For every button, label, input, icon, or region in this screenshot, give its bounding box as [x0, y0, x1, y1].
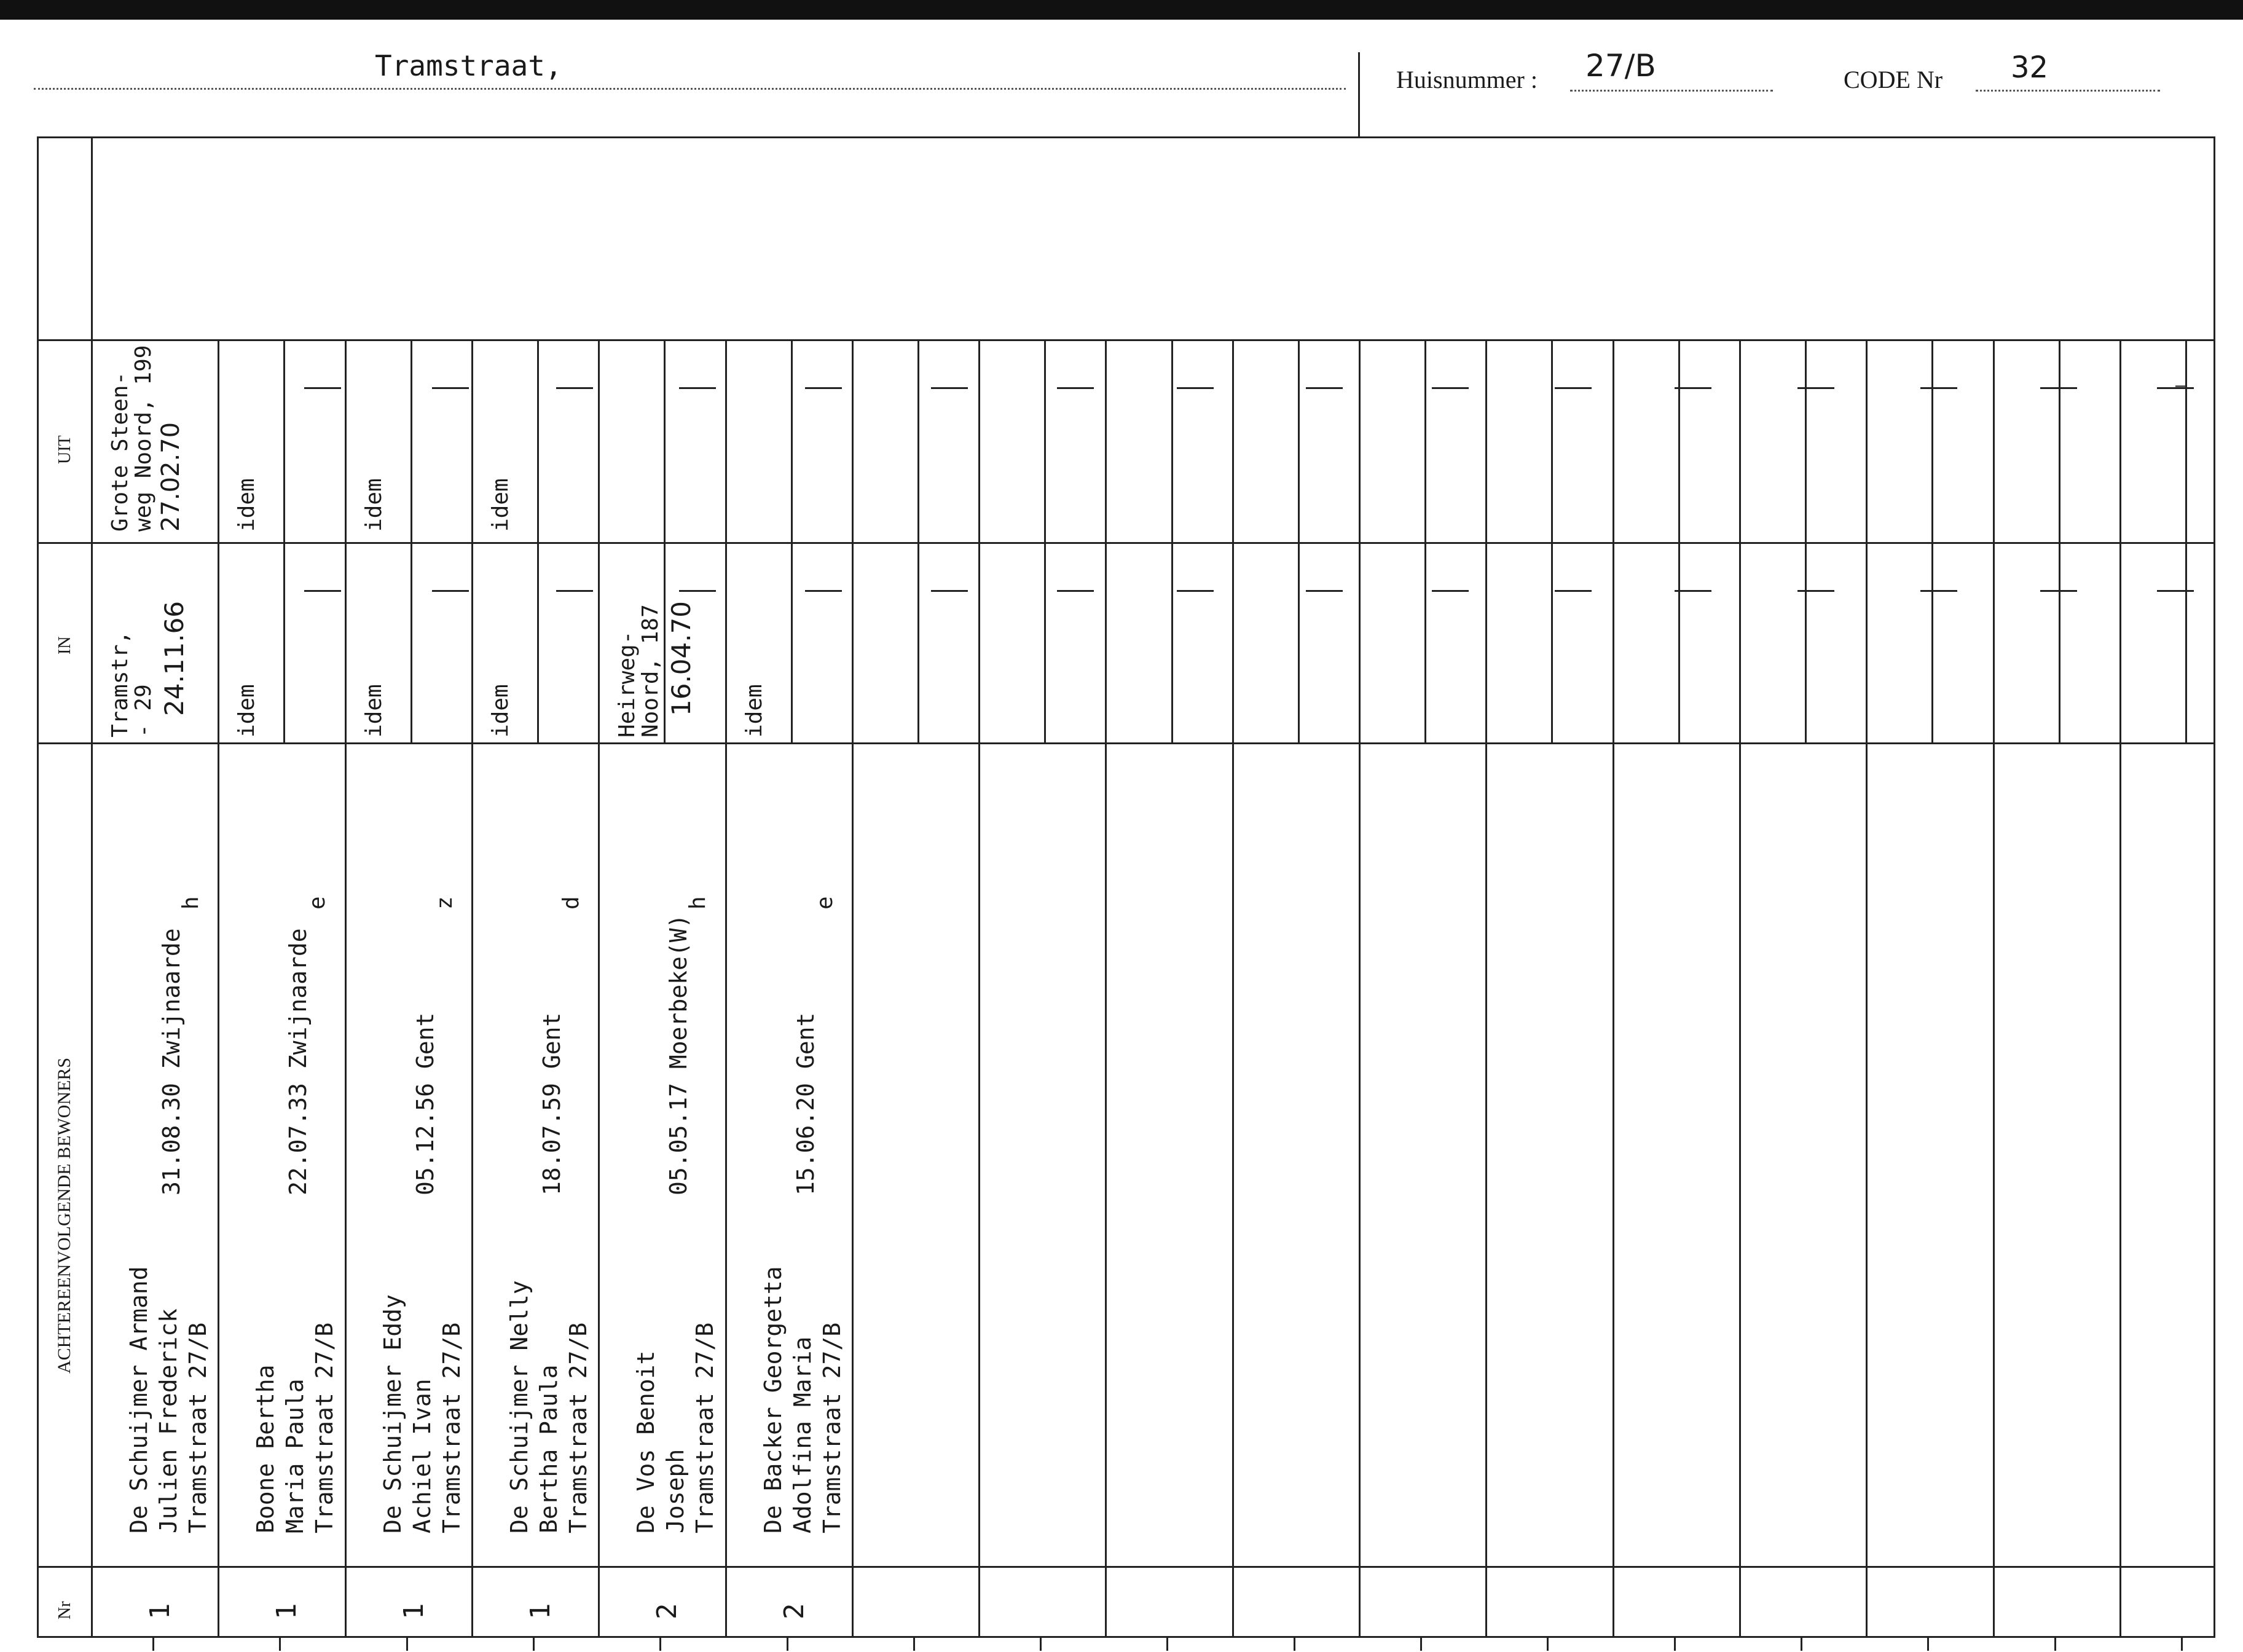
- house-number-label: Huisnummer :: [1396, 66, 1538, 93]
- resident-mark: d: [559, 896, 584, 910]
- empty-marker-dash: [1306, 387, 1343, 389]
- in-address-line: - 29: [131, 684, 156, 738]
- empty-marker-dash: [1555, 387, 1592, 389]
- entry-nr: 2: [779, 1603, 810, 1619]
- column-divider: [1866, 339, 1868, 1636]
- bottom-tick: [1674, 1637, 1676, 1651]
- resident-mark: h: [685, 896, 710, 910]
- bottom-tick: [1420, 1637, 1422, 1651]
- empty-marker-dash: [432, 387, 469, 389]
- resident-name-line: De Schuijmer Eddy: [379, 1294, 406, 1533]
- bottom-tick: [1166, 1637, 1168, 1651]
- label-column-divider: [91, 136, 93, 1638]
- resident-name-line: Maria Paula: [281, 1379, 308, 1533]
- row-header-nr: Nr: [55, 1601, 74, 1619]
- resident-name-line: Tramstraat 27/B: [691, 1322, 718, 1533]
- in-date: 16.04.70: [666, 600, 696, 716]
- column-divider: [1739, 339, 1741, 1636]
- sub-column-divider: [1805, 339, 1807, 742]
- resident-mark: z: [432, 896, 457, 910]
- resident-name-line: Tramstraat 27/B: [311, 1322, 338, 1533]
- empty-marker-dash: [1432, 387, 1469, 389]
- bottom-tick: [1294, 1637, 1295, 1651]
- entry-nr: 1: [398, 1603, 430, 1619]
- bottom-tick: [2054, 1637, 2056, 1651]
- birth-date-place: 18.07.59 Gent: [538, 1012, 565, 1195]
- band-divider-residents: [37, 742, 2215, 744]
- table-bottom-border: [37, 1636, 2215, 1638]
- bottom-tick: [2181, 1637, 2183, 1651]
- bottom-tick: [533, 1637, 535, 1651]
- sub-column-divider: [791, 339, 793, 742]
- in-date: 24.11.66: [159, 600, 189, 716]
- resident-name-line: Tramstraat 27/B: [819, 1322, 846, 1533]
- table-top-border: [37, 136, 2215, 138]
- sub-column-divider: [410, 339, 412, 742]
- column-divider: [2119, 339, 2121, 1636]
- row-header-in: IN: [55, 636, 74, 655]
- empty-marker-dash: [1177, 387, 1214, 389]
- out-address-line: idem: [361, 478, 387, 532]
- sub-column-divider: [1298, 339, 1300, 742]
- empty-marker-dash: [1177, 590, 1214, 592]
- empty-marker-dash: [679, 590, 716, 592]
- column-divider: [852, 339, 854, 1636]
- resident-name-line: Joseph: [662, 1449, 689, 1533]
- column-divider: [1232, 339, 1234, 1636]
- empty-marker-dash: [1675, 590, 1711, 592]
- sub-column-divider: [1931, 339, 1933, 742]
- bottom-tick: [406, 1637, 408, 1651]
- sub-column-divider: [2059, 339, 2060, 742]
- bottom-tick: [152, 1637, 154, 1651]
- resident-name-line: Adolfina Maria: [789, 1336, 816, 1533]
- column-divider: [1485, 339, 1487, 1636]
- resident-name-line: Achiel Ivan: [409, 1379, 436, 1533]
- empty-marker-dash: [2040, 590, 2077, 592]
- empty-marker-dash: [556, 590, 593, 592]
- empty-marker-dash: [1797, 387, 1834, 389]
- sub-column-divider: [1044, 339, 1046, 742]
- resident-name-line: Bertha Paula: [535, 1364, 562, 1533]
- in-address-line: idem: [488, 684, 513, 738]
- row-header-residents: ACHTEREENVOLGENDE BEWONERS: [54, 1057, 74, 1374]
- out-date: 27.02.70: [157, 422, 185, 532]
- empty-marker-dash: [805, 590, 842, 592]
- empty-marker-dash: [1555, 590, 1592, 592]
- column-divider: [725, 339, 727, 1636]
- resident-name-line: De Backer Georgetta: [760, 1266, 787, 1533]
- entry-nr: 1: [144, 1603, 176, 1619]
- out-address-line: weg Noord, 199: [131, 345, 156, 532]
- bottom-tick: [913, 1637, 915, 1651]
- empty-marker-dash: [679, 387, 716, 389]
- empty-marker-dash: [304, 590, 341, 592]
- out-address-line: Grote Steen-: [108, 371, 133, 532]
- empty-marker-dash: [1057, 590, 1094, 592]
- column-divider: [471, 339, 473, 1636]
- resident-mark: e: [812, 896, 838, 910]
- column-divider: [1993, 339, 1995, 1636]
- code-number-value: 32: [2011, 50, 2049, 85]
- bottom-tick: [1040, 1637, 1042, 1651]
- resident-name-line: Tramstraat 27/B: [438, 1322, 465, 1533]
- empty-marker-dash: [556, 387, 593, 389]
- empty-marker-dash: [2157, 590, 2194, 592]
- birth-date-place: 15.06.20 Gent: [792, 1012, 819, 1195]
- resident-name-line: Tramstraat 27/B: [565, 1322, 592, 1533]
- sub-column-divider: [2185, 339, 2187, 742]
- sub-column-divider: [1678, 339, 1680, 742]
- birth-date-place: 31.08.30 Zwijnaarde: [158, 928, 185, 1195]
- bottom-tick: [787, 1637, 788, 1651]
- resident-mark: h: [178, 896, 203, 910]
- entry-nr: 1: [525, 1603, 556, 1619]
- bottom-tick: [659, 1637, 661, 1651]
- column-divider: [1105, 339, 1107, 1636]
- birth-date-place: 05.12.56 Gent: [412, 1012, 439, 1195]
- birth-date-place: 05.05.17 Moerbeke(W): [665, 914, 692, 1195]
- empty-marker-dash: [304, 387, 341, 389]
- out-address-line: idem: [234, 478, 259, 532]
- empty-marker-dash: [1432, 590, 1469, 592]
- empty-marker-glyph: —: [2175, 375, 2187, 396]
- entry-nr: 1: [271, 1603, 302, 1619]
- entry-nr: 2: [651, 1603, 683, 1619]
- resident-name-line: Julien Frederick: [155, 1308, 182, 1533]
- birth-date-place: 22.07.33 Zwijnaarde: [285, 928, 312, 1195]
- column-divider: [1359, 339, 1361, 1636]
- column-divider: [978, 339, 980, 1636]
- sub-column-divider: [917, 339, 919, 742]
- out-address-line: idem: [488, 478, 513, 532]
- empty-marker-dash: [931, 387, 968, 389]
- resident-name-line: De Schuijmer Armand: [125, 1266, 152, 1533]
- empty-marker-dash: [1306, 590, 1343, 592]
- empty-marker-dash: [1797, 590, 1834, 592]
- empty-marker-dash: [1920, 590, 1957, 592]
- in-address-line: idem: [742, 684, 767, 738]
- table-right-border: [2214, 136, 2215, 1638]
- resident-name-line: De Schuijmer Nelly: [506, 1280, 533, 1533]
- code-label: CODE Nr: [1844, 66, 1943, 93]
- resident-name-line: Boone Bertha: [252, 1364, 279, 1533]
- sub-column-divider: [1171, 339, 1173, 742]
- row-header-out: UIT: [55, 435, 74, 464]
- bottom-tick: [1927, 1637, 1929, 1651]
- bottom-tick: [1801, 1637, 1802, 1651]
- empty-marker-dash: [2040, 387, 2077, 389]
- resident-name-line: Tramstraat 27/B: [184, 1322, 211, 1533]
- empty-marker-dash: [931, 590, 968, 592]
- in-address-line: idem: [234, 684, 259, 738]
- column-divider: [345, 339, 347, 1636]
- band-divider-in: [37, 542, 2215, 544]
- empty-marker-dash: [1057, 387, 1094, 389]
- band-divider-nr: [37, 1566, 2215, 1568]
- column-divider: [218, 339, 219, 1636]
- resident-mark: e: [305, 896, 330, 910]
- empty-marker-dash: [432, 590, 469, 592]
- in-address-line: idem: [361, 684, 387, 738]
- sub-column-divider: [283, 339, 285, 742]
- bottom-tick: [279, 1637, 281, 1651]
- sub-column-divider: [1551, 339, 1553, 742]
- column-divider: [1613, 339, 1614, 1636]
- in-address-line: Noord, 187: [638, 604, 663, 738]
- band-divider-uit: [37, 339, 2215, 341]
- in-address-line: Heirweg-: [615, 631, 640, 738]
- sub-column-divider: [537, 339, 539, 742]
- resident-name-line: De Vos Benoit: [632, 1350, 659, 1533]
- empty-marker-dash: [1675, 387, 1711, 389]
- sub-column-divider: [1424, 339, 1426, 742]
- empty-marker-dash: [1920, 387, 1957, 389]
- table-left-border: [37, 136, 39, 1638]
- bottom-tick: [1547, 1637, 1549, 1651]
- column-divider: [598, 339, 600, 1636]
- empty-marker-dash: [805, 387, 842, 389]
- street-name: Tramstraat,: [375, 49, 562, 82]
- house-number-value: 27/B: [1585, 48, 1656, 84]
- in-address-line: Tramstr,: [108, 631, 133, 738]
